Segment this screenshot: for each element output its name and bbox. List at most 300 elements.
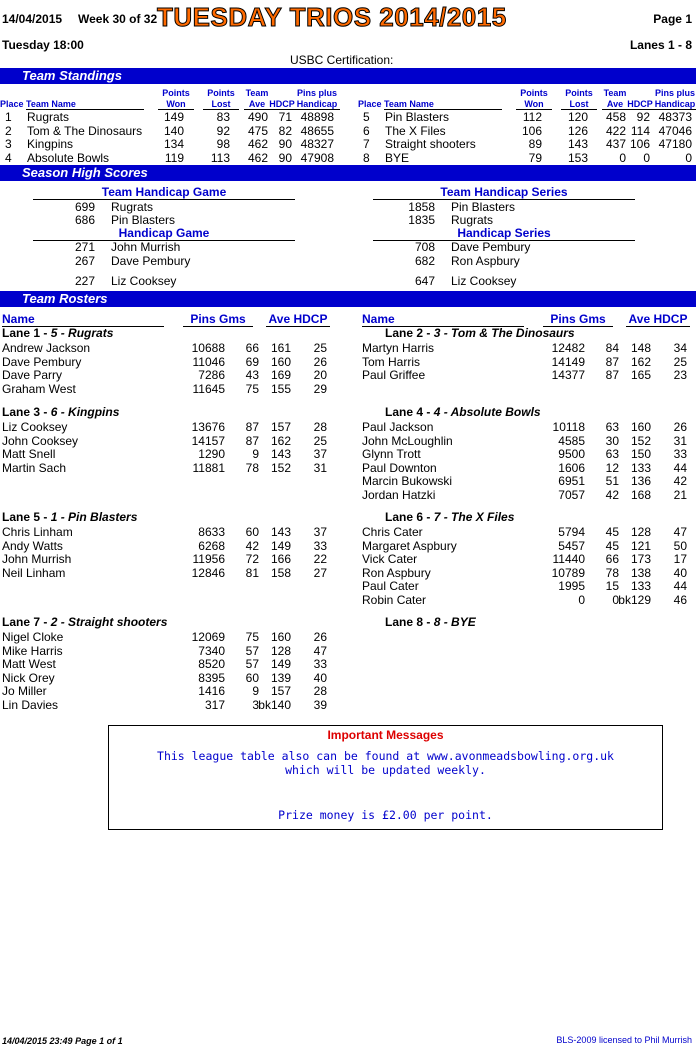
standings-header: Place: [0, 99, 24, 109]
roster-header-pins-gms: Pins Gms: [543, 312, 613, 327]
lane-number: Lane 7 -: [2, 615, 48, 629]
lanes-label: Lanes 1 - 8: [629, 38, 692, 52]
high-score-title: Handicap Game: [33, 226, 295, 241]
player-name: Marcin Bukowski: [362, 474, 453, 488]
player-handicap: 40: [313, 670, 327, 685]
player-games: 66: [605, 552, 619, 566]
standings-hdcp: 90: [278, 137, 292, 151]
player-handicap: 23: [673, 368, 687, 382]
player-games: 51: [605, 474, 619, 488]
lane-header: [2, 405, 119, 419]
player-average: 168: [630, 487, 651, 502]
standings-won: 79: [528, 150, 542, 165]
player-average: 136: [630, 474, 651, 488]
standings-pph: 47180: [658, 137, 692, 151]
player-average: 161: [270, 341, 291, 355]
player-average: 152: [630, 433, 651, 448]
roster-header-ave-hdcp: Ave HDCP: [626, 312, 690, 327]
standings-place: 4: [5, 150, 12, 165]
player-pins: 11881: [192, 460, 225, 475]
standings-pph: 47046: [658, 123, 692, 138]
player-average: 162: [270, 433, 291, 448]
standings-header: Points: [565, 88, 593, 98]
lane-number: Lane 8 -: [385, 615, 431, 629]
lane-number: Lane 3 -: [2, 405, 48, 419]
player-average: 148: [630, 341, 651, 355]
player-average: 158: [270, 565, 291, 580]
roster-header-ave-hdcp: Ave HDCP: [266, 312, 330, 327]
player-average: 160: [270, 630, 291, 644]
player-games: 57: [245, 657, 259, 671]
player-games: 60: [245, 525, 259, 539]
standings-hdcp: 114: [630, 123, 650, 138]
player-average: 160: [270, 354, 291, 369]
high-score-value: 1835: [408, 213, 435, 227]
high-scores-band: Season High Scores: [0, 165, 696, 181]
player-games: 78: [245, 460, 259, 475]
player-games: 0: [612, 592, 619, 607]
standings-won: 119: [164, 150, 184, 165]
player-name: Graham West: [2, 381, 76, 396]
player-pins: 14377: [551, 368, 585, 382]
standings-lost: 143: [567, 137, 588, 151]
high-score-value: 227: [74, 274, 95, 288]
player-pins: 6268: [198, 538, 225, 553]
player-average: 165: [630, 368, 651, 382]
player-pins: 13676: [191, 420, 225, 434]
player-average: 169: [270, 368, 291, 382]
player-name: Paul Griffee: [362, 368, 426, 382]
player-average: 173: [630, 552, 651, 566]
player-games: 43: [245, 368, 259, 382]
standings-band: Team Standings: [0, 68, 696, 84]
player-name: Nick Orey: [2, 670, 55, 685]
player-average: 133: [630, 579, 651, 593]
player-games: 75: [245, 630, 259, 644]
player-handicap: 37: [313, 447, 327, 461]
high-score-name: Rugrats: [111, 200, 154, 214]
message-line-1: This league table also can be found at www.avonmeadsbowling.org.uk: [157, 749, 614, 763]
standings-pph: 48373: [658, 110, 692, 124]
player-pins: 14157: [191, 433, 225, 448]
player-handicap: 37: [313, 525, 327, 539]
player-average: 149: [270, 538, 291, 553]
player-pins: 12069: [191, 630, 225, 644]
player-name: Jo Miller: [2, 684, 47, 698]
player-handicap: 44: [673, 460, 687, 475]
high-score-value: 267: [74, 254, 95, 268]
standings-header: Ave: [244, 99, 270, 110]
player-handicap: 25: [313, 341, 327, 355]
standings-header: Pins plus: [296, 88, 337, 98]
high-score-title: Team Handicap Game: [33, 185, 295, 200]
player-pins: 14149: [551, 354, 585, 369]
player-name: Vick Cater: [362, 552, 418, 566]
high-score-name: Dave Pembury: [111, 254, 191, 268]
standings-place: 5: [363, 110, 370, 124]
player-games: 45: [605, 525, 619, 539]
standings-ave: 462: [247, 150, 268, 165]
player-games: 42: [245, 538, 259, 553]
lane-team: 2 - Straight shooters: [50, 615, 168, 629]
player-handicap: 21: [673, 487, 687, 502]
standings-header: Team: [603, 88, 627, 98]
standings-header: Lost: [561, 99, 597, 110]
player-average: 128: [270, 643, 291, 658]
player-handicap: 20: [313, 368, 327, 382]
player-name: Paul Cater: [362, 579, 419, 593]
player-average: 139: [270, 670, 291, 685]
standings-won: 89: [528, 137, 542, 151]
standings-ave: 422: [605, 123, 626, 138]
player-average: 157: [270, 684, 291, 698]
player-average: bk129: [618, 592, 651, 607]
standings-header: Ave: [602, 99, 628, 110]
lane-team: 4 - Absolute Bowls: [433, 405, 541, 419]
player-pins: 1290: [198, 447, 225, 461]
lane-header: [2, 510, 137, 524]
standings-pph: 48327: [300, 137, 334, 151]
high-score-value: 271: [74, 240, 95, 254]
standings-hdcp: 82: [278, 123, 292, 138]
player-average: 152: [270, 460, 291, 475]
player-handicap: 46: [673, 592, 687, 607]
report-date: 14/04/2015: [2, 12, 63, 26]
player-handicap: 33: [673, 447, 687, 461]
player-pins: 1606: [558, 460, 585, 475]
player-average: 155: [270, 381, 291, 396]
player-games: 12: [605, 460, 619, 475]
standings-header: Handicap: [652, 99, 696, 110]
player-games: 45: [605, 538, 619, 553]
standings-lost: 83: [216, 110, 230, 124]
player-average: 150: [630, 447, 651, 461]
player-name: Martyn Harris: [362, 341, 435, 355]
standings-won: 149: [163, 110, 184, 124]
roster-header-name: Name: [2, 312, 164, 327]
player-handicap: 50: [673, 538, 687, 553]
player-average: 160: [630, 420, 651, 434]
standings-ave: 475: [247, 123, 268, 138]
standings-header: Won: [158, 99, 194, 110]
player-name: Tom Harris: [362, 354, 421, 369]
player-name: Jordan Hatzki: [362, 487, 436, 502]
player-games: 87: [605, 354, 619, 369]
player-games: 63: [605, 420, 619, 434]
message-line-3: Prize money is £2.00 per point.: [278, 808, 493, 822]
day-time: Tuesday 18:00: [2, 38, 84, 52]
standings-team: Straight shooters: [385, 137, 476, 151]
player-handicap: 40: [673, 565, 687, 580]
usbc-cert: USBC Certification:: [290, 53, 394, 67]
player-pins: 7286: [198, 368, 225, 382]
player-handicap: 47: [673, 525, 687, 539]
player-games: 57: [245, 643, 259, 658]
standings-ave: 0: [619, 150, 626, 165]
lane-header: [2, 615, 167, 629]
high-score-title: Team Handicap Series: [373, 185, 635, 200]
player-games: 81: [245, 565, 259, 580]
standings-team: Rugrats: [27, 110, 70, 124]
player-pins: 10789: [551, 565, 585, 580]
standings-place: 7: [363, 137, 370, 151]
standings-header: HDCP: [627, 99, 653, 109]
standings-header: Team Name: [26, 99, 144, 110]
player-pins: 11645: [192, 381, 225, 396]
player-name: Chris Linham: [2, 525, 73, 539]
standings-place: 3: [5, 137, 12, 151]
standings-won: 134: [163, 137, 184, 151]
player-average: 121: [630, 538, 651, 553]
high-score-title: Handicap Series: [373, 226, 635, 241]
player-name: Andrew Jackson: [2, 341, 91, 355]
player-name: John Cooksey: [2, 433, 79, 448]
lane-number: Lane 5 -: [2, 510, 48, 524]
player-handicap: 31: [673, 433, 687, 448]
player-name: Matt West: [2, 657, 56, 671]
player-games: 9: [252, 684, 259, 698]
player-name: Neil Linham: [2, 565, 66, 580]
standings-header: Lost: [203, 99, 239, 110]
player-average: 143: [270, 525, 291, 539]
player-handicap: 22: [313, 552, 327, 566]
standings-hdcp: 92: [636, 110, 650, 124]
player-name: Matt Snell: [2, 447, 56, 461]
standings-header: HDCP: [269, 99, 295, 109]
roster-header-name: Name: [362, 312, 524, 327]
player-pins: 8395: [198, 670, 225, 685]
player-pins: 10688: [191, 341, 225, 355]
standings-place: 2: [5, 123, 12, 138]
standings-pph: 47908: [300, 150, 334, 165]
standings-hdcp: 71: [278, 110, 292, 124]
high-score-name: Dave Pembury: [451, 240, 531, 254]
player-name: Martin Sach: [2, 460, 67, 475]
player-average: 149: [270, 657, 291, 671]
standings-place: 8: [363, 150, 370, 165]
player-pins: 317: [204, 697, 225, 712]
player-name: John Murrish: [2, 552, 72, 566]
lane-team: 3 - Tom & The Dinosaurs: [433, 326, 575, 340]
player-pins: 5794: [558, 525, 585, 539]
rosters-band: Team Rosters: [0, 291, 696, 307]
lane-header: [385, 615, 476, 629]
player-pins: 8520: [198, 657, 225, 671]
roster-header-pins-gms: Pins Gms: [183, 312, 253, 327]
player-games: 78: [605, 565, 619, 580]
standings-team: The X Files: [385, 123, 446, 138]
lane-team: 7 - The X Files: [433, 510, 515, 524]
player-pins: 12482: [551, 341, 585, 355]
standings-header: Points: [207, 88, 235, 98]
high-score-value: 699: [74, 200, 95, 214]
standings-header: Handicap: [294, 99, 340, 110]
player-pins: 11046: [192, 354, 225, 369]
high-score-name: Liz Cooksey: [111, 274, 177, 288]
high-score-name: Liz Cooksey: [451, 274, 517, 288]
standings-header: Team: [245, 88, 269, 98]
high-score-value: 682: [414, 254, 435, 268]
player-handicap: 17: [673, 552, 687, 566]
player-average: 166: [270, 552, 291, 566]
player-average: 133: [630, 460, 651, 475]
player-games: 87: [245, 420, 259, 434]
player-average: 162: [630, 354, 651, 369]
player-name: Glynn Trott: [362, 447, 421, 461]
lane-header: [385, 326, 575, 340]
player-games: 9: [252, 447, 259, 461]
standings-lost: 98: [216, 137, 230, 151]
player-handicap: 47: [313, 643, 327, 658]
lane-number: Lane 6 -: [385, 510, 431, 524]
player-games: 72: [245, 552, 259, 566]
standings-won: 106: [521, 123, 542, 138]
player-name: Paul Jackson: [362, 420, 434, 434]
standings-team: Tom & The Dinosaurs: [27, 123, 143, 138]
player-pins: 4585: [558, 433, 585, 448]
standings-ave: 462: [247, 137, 268, 151]
player-handicap: 27: [313, 565, 327, 580]
week-label: Week 30 of 32: [78, 12, 158, 26]
standings-header: Pins plus: [654, 88, 695, 98]
lane-number: Lane 4 -: [385, 405, 431, 419]
player-name: Mike Harris: [2, 643, 63, 658]
player-name: Chris Cater: [362, 525, 423, 539]
standings-hdcp: 90: [278, 150, 292, 165]
player-average: 143: [270, 447, 291, 461]
player-name: Nigel Cloke: [2, 630, 64, 644]
player-games: 75: [245, 381, 259, 396]
high-score-name: Pin Blasters: [451, 200, 516, 214]
player-pins: 12846: [191, 565, 225, 580]
high-score-value: 1858: [408, 200, 435, 214]
standings-hdcp: 106: [629, 137, 650, 151]
player-handicap: 26: [313, 630, 327, 644]
player-games: 87: [245, 433, 259, 448]
player-name: Ron Aspbury: [362, 565, 431, 580]
player-pins: 7340: [198, 643, 225, 658]
player-pins: 8633: [198, 525, 225, 539]
footer-left: 14/04/2015 23:49 Page 1 of 1: [2, 1036, 123, 1046]
standings-pph: 48655: [300, 123, 334, 138]
league-title: TUESDAY TRIOS 2014/2015: [157, 2, 507, 32]
high-score-name: John Murrish: [111, 240, 181, 254]
player-handicap: 26: [313, 354, 327, 369]
player-name: Andy Watts: [2, 538, 63, 553]
player-pins: 11956: [192, 552, 225, 566]
player-pins: 1995: [558, 579, 585, 593]
lane-team: 6 - Kingpins: [50, 405, 120, 419]
lane-number: Lane 2 -: [385, 326, 431, 340]
player-handicap: 34: [673, 341, 687, 355]
player-average: 128: [630, 525, 651, 539]
standings-hdcp: 0: [643, 150, 650, 165]
player-average: 138: [630, 565, 651, 580]
player-games: 87: [605, 368, 619, 382]
lane-team: 5 - Rugrats: [50, 326, 114, 340]
standings-header: Points: [520, 88, 548, 98]
standings-lost: 120: [567, 110, 588, 124]
standings-pph: 48898: [300, 110, 334, 124]
player-name: Robin Cater: [362, 592, 427, 607]
message-line-2: which will be updated weekly.: [285, 763, 486, 777]
lane-header: [2, 326, 113, 340]
standings-place: 1: [5, 110, 12, 124]
standings-header: Won: [516, 99, 552, 110]
high-score-name: Pin Blasters: [111, 213, 176, 227]
player-handicap: 44: [673, 579, 687, 593]
lane-header: [385, 405, 541, 419]
player-pins: 11440: [552, 552, 585, 566]
standings-place: 6: [363, 123, 370, 138]
high-score-value: 708: [414, 240, 435, 254]
standings-team: Pin Blasters: [385, 110, 450, 124]
messages-box: [108, 725, 663, 830]
player-name: Liz Cooksey: [2, 420, 68, 434]
standings-won: 112: [522, 110, 542, 124]
player-handicap: 25: [313, 433, 327, 448]
player-handicap: 42: [673, 474, 687, 488]
player-handicap: 31: [313, 460, 327, 475]
player-handicap: 28: [313, 420, 327, 434]
standings-pph: 0: [685, 150, 692, 165]
player-games: 15: [605, 579, 619, 593]
player-average: bk140: [258, 697, 291, 712]
high-score-name: Ron Aspbury: [451, 254, 520, 268]
standings-team: Absolute Bowls: [27, 150, 110, 165]
player-name: Margaret Aspbury: [362, 538, 457, 553]
player-games: 69: [245, 354, 259, 369]
player-pins: 0: [578, 592, 585, 607]
standings-team: BYE: [385, 150, 410, 165]
player-handicap: 26: [673, 420, 687, 434]
player-games: 63: [605, 447, 619, 461]
player-pins: 6951: [558, 474, 585, 488]
footer-right: BLS-2009 licensed to Phil Murrish: [556, 1035, 692, 1045]
player-pins: 9500: [558, 447, 585, 461]
standings-lost: 153: [567, 150, 588, 165]
player-handicap: 28: [313, 684, 327, 698]
player-handicap: 33: [313, 538, 327, 553]
standings-won: 140: [163, 123, 184, 138]
player-games: 42: [605, 487, 619, 502]
player-games: 66: [245, 341, 259, 355]
player-name: Lin Davies: [2, 697, 59, 712]
standings-ave: 458: [605, 110, 626, 124]
high-score-name: Rugrats: [451, 213, 494, 227]
standings-lost: 126: [567, 123, 588, 138]
messages-title: Important Messages: [327, 728, 444, 742]
player-handicap: 25: [673, 354, 687, 369]
high-score-value: 686: [74, 213, 95, 227]
standings-header: Place: [358, 99, 382, 109]
player-name: Dave Parry: [2, 368, 63, 382]
player-handicap: 29: [313, 381, 327, 396]
high-score-value: 647: [414, 274, 435, 288]
player-name: John McLoughlin: [362, 433, 453, 448]
player-handicap: 39: [313, 697, 327, 712]
player-pins: 7057: [558, 487, 585, 502]
player-games: 84: [605, 341, 619, 355]
standings-header: Team Name: [384, 99, 502, 110]
page-label: Page 1: [653, 12, 692, 26]
player-name: Paul Downton: [362, 460, 437, 475]
player-games: 60: [245, 670, 259, 685]
player-pins: 1416: [198, 684, 225, 698]
player-pins: 10118: [552, 420, 585, 434]
lane-team: 8 - BYE: [433, 615, 476, 629]
player-games: 30: [605, 433, 619, 448]
